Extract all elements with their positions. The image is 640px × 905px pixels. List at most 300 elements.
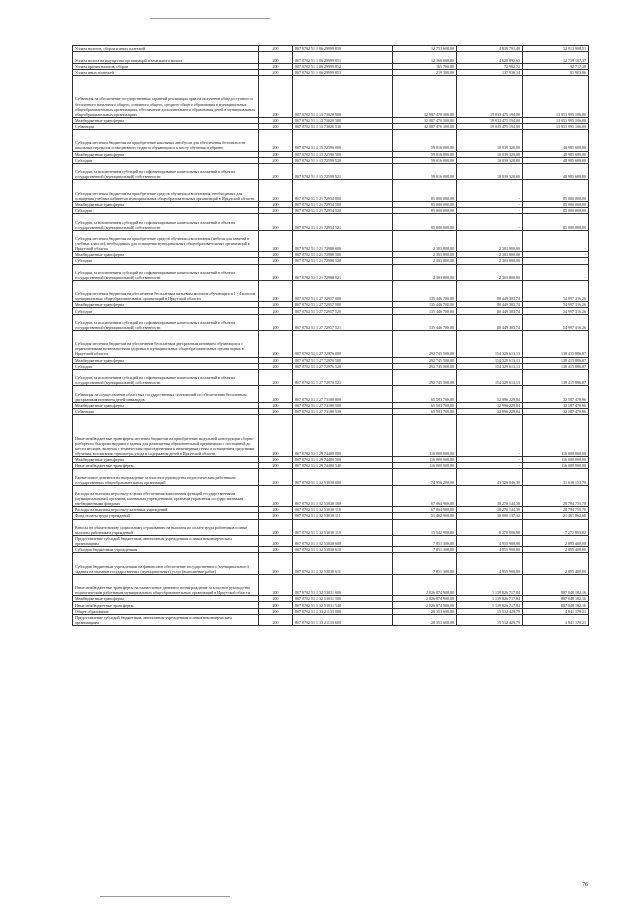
row-amount-2018: 7 851 300,00	[393, 547, 457, 553]
row-name-cell: Межбюджетные трансферты	[73, 456, 259, 462]
row-amount-2018: 135 446 700,00	[393, 280, 457, 301]
row-name-cell: Субсидии бюджетным учреждениям на финансовое обеспечение государственного (муниципального) задания на оказание государственных (муниципальных) услуг (выполнение работ)	[73, 553, 259, 574]
row-code-cell: 200	[259, 357, 293, 363]
row-amount-2019: 10 030 320,00	[457, 157, 523, 163]
row-name-cell: Фонд оплаты труда учреждений	[73, 513, 259, 519]
row-name-cell: Уплата прочих налогов, сборов	[73, 63, 259, 69]
scan-artifact	[150, 18, 270, 19]
table-row	[73, 130, 589, 151]
row-code-cell: 200	[259, 76, 293, 118]
row-amount-2019: 1 139 826 717,84	[457, 574, 523, 595]
row-kbk-cell: 807 0702 51 1 21 72954 000	[293, 180, 393, 201]
row-amount-2020: 887 048 182,16	[523, 574, 589, 595]
row-amount-2018: 20 353 600,00	[393, 608, 457, 614]
row-code-cell: 200	[259, 151, 293, 157]
row-amount-2020: 4 841 170,21	[523, 608, 589, 614]
row-name-cell: Субвенция на обеспечение государственных гарантий реализации прав на получение общедоступного и бесплатного начального общего, основного общего, среднего общего образования в муниципальных общеобразовательных организациях, обеспечение дополнительного образования детей в муниципальных общеобразовательных организациях	[73, 76, 259, 118]
row-name-cell: Уплата налогов, сборов и иных платежей	[73, 46, 259, 52]
row-amount-2018: 2 303 800,00	[393, 258, 457, 264]
row-kbk-cell: 807 0702 51 1 32 53030 000	[293, 469, 393, 485]
row-amount-2018: 116 000 000,00	[393, 415, 457, 457]
row-amount-2018: 85 000 000,00	[393, 201, 457, 207]
row-name-cell: Межбюджетные трансферты	[73, 596, 259, 602]
row-kbk-cell: 807 0702 51 1 32 53031 000	[293, 574, 393, 595]
row-kbk-cell: 807 0702 51 1 32 53030 100	[293, 485, 393, 506]
row-code-cell: 200	[259, 519, 293, 535]
row-amount-2019: 80 449 383,74	[457, 302, 523, 308]
row-kbk-cell: 807 0702 51 1 27 72957 000	[293, 280, 393, 301]
row-amount-2018: 85 000 000,00	[393, 208, 457, 214]
row-amount-2018: 12 753 600,00	[393, 46, 457, 52]
row-amount-2018: 20 353 600,00	[393, 614, 457, 625]
row-name-cell: Субвенции	[73, 408, 259, 414]
row-kbk-cell: 807 0702 51 1 15 72590 520	[293, 157, 393, 163]
row-code-cell: 200	[259, 553, 293, 574]
row-kbk-cell: 807 0702 51 1 27 72976 520	[293, 363, 393, 369]
row-amount-2019: 19 033 475 194,00	[457, 76, 523, 118]
row-code-cell: 200	[259, 52, 293, 63]
row-code-cell: 200	[259, 180, 293, 201]
row-amount-2020: 7 272 893,02	[523, 519, 589, 535]
row-amount-2020: 887 048 182,16	[523, 596, 589, 602]
row-amount-2018: 292 745 500,00	[393, 357, 457, 363]
row-amount-2020: 85 000 000,00	[523, 201, 589, 207]
row-amount-2019: -	[457, 456, 523, 462]
row-name-cell: Субсидии бюджетным учреждениям	[73, 547, 259, 553]
row-amount-2018: 59 016 000,00	[393, 157, 457, 163]
row-name-cell: Субсидия местным бюджетам на обеспечение бесплатным двухразовым питанием обучающихся с ограниченными возможностями здоровья в муниципальных общеобразовательных организациях в Иркутской области	[73, 331, 259, 357]
row-amount-2019: 4 628 892,63	[457, 52, 523, 63]
row-amount-2020: -	[523, 230, 589, 251]
row-name-cell: Субсидии	[73, 308, 259, 314]
row-kbk-cell: 807 0702 51 1 27 72976 000	[293, 331, 393, 357]
row-kbk-cell: 807 0702 51 1 21 72988 521	[293, 264, 393, 280]
row-kbk-cell: 807 0702 51 1 33 21133 000	[293, 608, 393, 614]
table-row	[73, 415, 589, 457]
table-row	[73, 553, 589, 574]
row-amount-2019: 4 955 900,00	[457, 553, 523, 574]
row-amount-2019: 1 139 826 717,84	[457, 596, 523, 602]
row-amount-2018: 116 000 000,00	[393, 463, 457, 469]
row-amount-2018: 67 064 900,00	[393, 485, 457, 506]
row-amount-2019: 72 982,72	[457, 63, 523, 69]
row-amount-2020: 138 415 886,87	[523, 370, 589, 386]
row-amount-2019: 4 839 791,49	[457, 46, 523, 52]
row-kbk-cell: 807 0702 51 1 27 73180 000	[293, 386, 393, 402]
row-amount-2018: 2 026 874 900,00	[393, 574, 457, 595]
row-code-cell: 200	[259, 214, 293, 230]
row-amount-2019: 2 303 800,00	[457, 230, 523, 251]
table-row	[73, 214, 589, 230]
row-kbk-cell: 807 0702 51 1 21 72954 521	[293, 214, 393, 230]
table-row	[73, 280, 589, 301]
row-kbk-cell: 807 0702 51 1 15 72590 521	[293, 164, 393, 180]
row-amount-2019: 2 303 800,00	[457, 258, 523, 264]
row-name-cell: Субсидия местным бюджетам на приобретение средств обучения и воспитания (мебели для занятий в учебных классах), необходимых для оснащения муниципальных общеобразовательных организаций в Иркутской области	[73, 230, 259, 251]
row-amount-2019: 4 955 900,00	[457, 547, 523, 553]
row-amount-2020: 12 739 107,37	[523, 52, 589, 63]
row-amount-2020: 85 000 000,00	[523, 208, 589, 214]
row-kbk-cell: 807 0702 51 1 27 72976 521	[293, 370, 393, 386]
row-amount-2020: 116 000 000,00	[523, 463, 589, 469]
row-code-cell: 200	[259, 258, 293, 264]
row-amount-2020: 48 985 680,00	[523, 151, 589, 157]
row-code-cell: 200	[259, 402, 293, 408]
row-kbk-cell: 807 0702 51 1 21 72988 520	[293, 258, 393, 264]
row-kbk-cell: 807 0702 51 1 15 72590 000	[293, 130, 393, 151]
page-number: 76	[582, 882, 588, 888]
row-code-cell: 200	[259, 415, 293, 457]
row-kbk-cell: 807 0702 51 1 29 74400 500	[293, 456, 393, 462]
row-code-cell: 200	[259, 535, 293, 546]
table-row	[73, 519, 589, 535]
row-amount-2020: 21 461 862,68	[523, 513, 589, 519]
row-code-cell: 200	[259, 302, 293, 308]
row-amount-2019: 43 326 046,30	[457, 469, 523, 485]
row-amount-2018: 7 851 300,00	[393, 535, 457, 546]
row-kbk-cell: 807 0702 51 1 32 53030 110	[293, 507, 393, 513]
row-kbk-cell: 807 0702 51 1 27 72976 500	[293, 357, 393, 363]
row-kbk-cell: 807 0702 51 1 33 21133 600	[293, 614, 393, 625]
row-amount-2020: 32 587 470,96	[523, 402, 589, 408]
row-amount-2018: 65 583 700,00	[393, 386, 457, 402]
row-amount-2020: 32 587 470,96	[523, 386, 589, 402]
row-kbk-cell: 807 0702 51 1 06 29999 851	[293, 52, 393, 63]
row-amount-2018: 59 016 000,00	[393, 164, 457, 180]
row-amount-2018: 65 583 700,00	[393, 408, 457, 414]
row-amount-2019: 10 030 320,00	[457, 130, 523, 151]
row-amount-2018: 7 851 300,00	[393, 553, 457, 574]
row-code-cell: 200	[259, 123, 293, 129]
row-code-cell: 200	[259, 331, 293, 357]
row-kbk-cell: 807 0702 51 1 15 72590 500	[293, 151, 393, 157]
row-amount-2019: 4 955 900,00	[457, 535, 523, 546]
table-row	[73, 230, 589, 251]
row-code-cell: 200	[259, 130, 293, 151]
row-name-cell: Межбюджетные трансферты	[73, 302, 259, 308]
row-amount-2019: 19 033 475 194,00	[457, 123, 523, 129]
row-name-cell: Межбюджетные трансферты	[73, 151, 259, 157]
row-code-cell: 200	[259, 117, 293, 123]
row-amount-2020: 28 794 755,70	[523, 507, 589, 513]
row-name-cell: Межбюджетные трансферты	[73, 402, 259, 408]
row-kbk-cell: 807 0702 51 1 21 72988 500	[293, 252, 393, 258]
row-amount-2018: 135 446 700,00	[393, 314, 457, 330]
row-amount-2019: 80 449 383,74	[457, 308, 523, 314]
row-code-cell: 200	[259, 164, 293, 180]
table-row	[73, 370, 589, 386]
row-name-cell: Межбюджетные трансферты	[73, 201, 259, 207]
row-amount-2020: 12 913 908,51	[523, 46, 589, 52]
row-amount-2018: 2 303 800,00	[393, 230, 457, 251]
row-kbk-cell: 807 0702 51 1 27 73180 500	[293, 402, 393, 408]
row-name-cell: Субсидии, за исключением субсидий на софинансирование капитальных вложений в объекты государственной (муниципальной) собственности	[73, 264, 259, 280]
row-amount-2019: 80 449 383,74	[457, 314, 523, 330]
row-code-cell: 200	[259, 463, 293, 469]
row-name-cell: Межбюджетные трансферты	[73, 117, 259, 123]
row-amount-2018: 135 446 700,00	[393, 308, 457, 314]
row-name-cell: Общее образование	[73, 608, 259, 614]
row-amount-2019: 10 030 320,00	[457, 151, 523, 157]
row-kbk-cell: 807 0702 51 1 27 72957 520	[293, 308, 393, 314]
row-amount-2019: 32 996 229,04	[457, 386, 523, 402]
row-name-cell: Субсидии, за исключением субсидий на софинансирование капитальных вложений в объекты государственной (муниципальной) собственности	[73, 314, 259, 330]
row-name-cell: Ежемесячное денежное вознаграждение за классное руководство педагогическим работникам государственных общеобразовательных организаций	[73, 469, 259, 485]
row-kbk-cell: 807 0702 51 1 21 72954 520	[293, 208, 393, 214]
row-kbk-cell: 807 0702 51 1 06 29999 853	[293, 69, 393, 75]
table-row	[73, 507, 589, 513]
table-row	[73, 535, 589, 546]
row-amount-2020: 31 630 153,70	[523, 469, 589, 485]
row-name-cell: Предоставление субсидий бюджетным, автономным учреждениям и иным некоммерческим организациям	[73, 535, 259, 546]
row-amount-2019: 2 303 800,00	[457, 252, 523, 258]
row-code-cell: 200	[259, 264, 293, 280]
row-amount-2019: 1 139 826 717,84	[457, 602, 523, 608]
row-amount-2020: 116 000 000,00	[523, 415, 589, 457]
row-kbk-cell: 807 0702 51 1 29 74400 540	[293, 463, 393, 469]
row-amount-2019: -	[457, 463, 523, 469]
table-body	[73, 46, 589, 626]
row-amount-2020: 85 000 000,00	[523, 214, 589, 230]
row-code-cell: 200	[259, 363, 293, 369]
row-amount-2020: 54 997 316,26	[523, 308, 589, 314]
row-code-cell: 200	[259, 574, 293, 595]
row-name-cell: Субсидии	[73, 363, 259, 369]
row-code-cell: 200	[259, 69, 293, 75]
row-amount-2020: 13 053 995 106,00	[523, 76, 589, 118]
row-code-cell: 200	[259, 280, 293, 301]
row-code-cell: 200	[259, 608, 293, 614]
row-kbk-cell: 807 0702 51 1 32 53030 610	[293, 547, 393, 553]
row-amount-2018: 292 745 500,00	[393, 331, 457, 357]
row-code-cell: 200	[259, 46, 293, 52]
row-amount-2019: 154 329 613,13	[457, 357, 523, 363]
row-amount-2018: 74 956 200,00	[393, 469, 457, 485]
row-amount-2018: 2 026 874 900,00	[393, 596, 457, 602]
row-kbk-cell: 807 0702 51 1 21 72954 500	[293, 201, 393, 207]
row-kbk-cell: 807 0702 51 1 32 53030 111	[293, 513, 393, 519]
row-kbk-cell: 807 0702 51 1 32 53031 540	[293, 602, 393, 608]
row-name-cell: Межбюджетные трансферты	[73, 357, 259, 363]
row-amount-2019: 154 329 613,13	[457, 331, 523, 357]
row-code-cell: 200	[259, 386, 293, 402]
row-code-cell: 200	[259, 602, 293, 608]
row-amount-2020: 13 053 995 106,00	[523, 117, 589, 123]
row-code-cell: 200	[259, 208, 293, 214]
row-amount-2018: 116 000 000,00	[393, 456, 457, 462]
row-amount-2020: 32 587 470,96	[523, 408, 589, 414]
row-name-cell: Субсидия местным бюджетам на приобретение средств обучения и воспитания, необходимых для оснащения учебных кабинетов муниципальных общеобразовательных организаций в Иркутской области	[73, 180, 259, 201]
row-amount-2020: 2 895 400,00	[523, 553, 589, 574]
row-name-cell: Субсидии, за исключением субсидий на софинансирование капитальных вложений в объекты государственной (муниципальной) собственности	[73, 370, 259, 386]
row-code-cell: 200	[259, 456, 293, 462]
row-name-cell: Расходы на выплаты персоналу в целях обеспечения выполнения функций государственными (муниципальными) органами, казенными учреждениями, органами управления государственными внебюджетными фондами	[73, 485, 259, 506]
row-amount-2020: 138 415 886,87	[523, 357, 589, 363]
row-amount-2018: 219 300,00	[393, 69, 457, 75]
row-amount-2020: 138 415 886,87	[523, 331, 589, 357]
table-row	[73, 331, 589, 357]
row-amount-2019: -	[457, 180, 523, 201]
row-amount-2019: 32 996 229,04	[457, 408, 523, 414]
row-code-cell: 200	[259, 314, 293, 330]
row-name-cell: Субсидии	[73, 208, 259, 214]
row-name-cell: Субвенция на осуществление областных государственных полномочий по обеспечению бесплатным двухразовым питанием детей-инвалидов	[73, 386, 259, 402]
row-amount-2020: 13 053 995 106,00	[523, 123, 589, 129]
row-name-cell: Иные межбюджетные трансферты	[73, 602, 259, 608]
row-kbk-cell: 807 0702 51 1 06 29999 850	[293, 46, 393, 52]
row-amount-2019: -	[457, 208, 523, 214]
row-amount-2018: 165 700,00	[393, 63, 457, 69]
row-amount-2019: 2 303 800,00	[457, 264, 523, 280]
row-code-cell: 200	[259, 507, 293, 513]
row-name-cell: Уплата налога на имущество организаций и земельного налога	[73, 52, 259, 63]
row-amount-2018: 2 303 800,00	[393, 264, 457, 280]
row-name-cell: Взносы по обязательному социальному страхованию на выплаты по оплате труда работников и иные выплаты работникам учреждений	[73, 519, 259, 535]
row-amount-2019: 137 936,14	[457, 69, 523, 75]
row-code-cell: 200	[259, 513, 293, 519]
row-kbk-cell: 807 0702 51 1 13 73020 000	[293, 76, 393, 118]
row-amount-2019: -	[457, 214, 523, 230]
table-row	[73, 314, 589, 330]
row-name-cell: Уплата иных платежей	[73, 69, 259, 75]
row-amount-2019: 38 270 144,30	[457, 507, 523, 513]
row-amount-2018: 2 303 800,00	[393, 252, 457, 258]
row-amount-2018: 32 087 470 300,00	[393, 117, 457, 123]
budget-execution-table	[72, 45, 589, 626]
table-row	[73, 164, 589, 180]
row-kbk-cell: 807 0702 51 1 21 72988 000	[293, 230, 393, 251]
table-row	[73, 485, 589, 506]
table-row	[73, 52, 589, 63]
row-kbk-cell: 807 0702 51 1 29 74400 000	[293, 415, 393, 457]
row-amount-2019: -	[457, 201, 523, 207]
table-row	[73, 264, 589, 280]
row-amount-2019: 19 033 475 194,00	[457, 117, 523, 123]
row-name-cell: Иные межбюджетные трансферты	[73, 463, 259, 469]
row-amount-2019: 30 000 137,32	[457, 513, 523, 519]
row-amount-2020: -	[523, 252, 589, 258]
row-code-cell: 200	[259, 252, 293, 258]
row-amount-2020: 48 985 680,00	[523, 157, 589, 163]
row-name-cell: Иные межбюджетные трансферты на ежемесячное денежное вознаграждение за классное руководство педагогическим работникам муниципальных общеобразовательных организаций в Иркутской области	[73, 574, 259, 595]
row-name-cell: Субсидии, за исключением субсидий на софинансирование капитальных вложений в объекты государственной (муниципальной) собственности	[73, 164, 259, 180]
row-name-cell: Субсидия местным бюджетам на приобретение школьных автобусов для обеспечения безопасности школьных перевозок и ежедневного подвоза обучающихся к месту обучения и обратно	[73, 130, 259, 151]
row-amount-2020: 138 415 886,87	[523, 363, 589, 369]
row-amount-2018: 51 462 000,00	[393, 513, 457, 519]
row-kbk-cell: 807 0702 51 1 27 73180 530	[293, 408, 393, 414]
row-amount-2019: 80 449 383,74	[457, 280, 523, 301]
row-kbk-cell: 807 0702 51 1 27 72957 521	[293, 314, 393, 330]
row-code-cell: 200	[259, 308, 293, 314]
row-code-cell: 200	[259, 230, 293, 251]
row-amount-2018: 12 366 600,00	[393, 52, 457, 63]
row-amount-2020: 2 895 400,00	[523, 547, 589, 553]
row-amount-2018: 2 026 874 900,00	[393, 602, 457, 608]
row-code-cell: 200	[259, 469, 293, 485]
scan-artifact	[100, 896, 230, 897]
row-kbk-cell: 807 0702 51 1 27 72957 500	[293, 302, 393, 308]
row-code-cell: 200	[259, 485, 293, 506]
row-name-cell: Субсидии	[73, 258, 259, 264]
row-amount-2018: 59 016 000,00	[393, 130, 457, 151]
row-amount-2020: -	[523, 258, 589, 264]
row-amount-2020: 2 895 400,00	[523, 535, 589, 546]
row-amount-2018: 32 087 470 300,00	[393, 76, 457, 118]
row-code-cell: 200	[259, 370, 293, 386]
row-code-cell: 200	[259, 614, 293, 625]
row-amount-2019: 32 996 229,04	[457, 402, 523, 408]
row-kbk-cell: 807 0702 51 1 32 53030 600	[293, 535, 393, 546]
row-name-cell: Межбюджетные трансферты	[73, 252, 259, 258]
row-code-cell: 200	[259, 596, 293, 602]
row-amount-2020: 48 985 680,00	[523, 130, 589, 151]
row-kbk-cell: 807 0702 51 1 06 29999 852	[293, 63, 393, 69]
row-name-cell: Субсидии, за исключением субсидий на софинансирование капитальных вложений в объекты государственной (муниципальной) собственности	[73, 214, 259, 230]
row-amount-2018: 135 446 700,00	[393, 302, 457, 308]
row-name-cell: Субсидии	[73, 157, 259, 163]
row-amount-2020: 85 000 000,00	[523, 180, 589, 201]
row-name-cell: Субвенции	[73, 123, 259, 129]
row-amount-2019: 38 270 144,30	[457, 485, 523, 506]
row-code-cell: 200	[259, 408, 293, 414]
row-amount-2019: -	[457, 415, 523, 457]
row-amount-2018: 59 016 000,00	[393, 151, 457, 157]
table-row	[73, 386, 589, 402]
row-amount-2020: 54 997 316,26	[523, 280, 589, 301]
row-amount-2020: 4 841 170,21	[523, 614, 589, 625]
row-amount-2018: 85 000 000,00	[393, 180, 457, 201]
table-row	[73, 469, 589, 485]
row-amount-2018: 15 542 900,00	[393, 519, 457, 535]
row-amount-2019: 154 329 613,13	[457, 363, 523, 369]
row-amount-2020: 81 903,86	[523, 69, 589, 75]
row-amount-2020: 116 000 000,00	[523, 456, 589, 462]
table-row	[73, 180, 589, 201]
row-kbk-cell: 807 0702 51 1 32 53030 611	[293, 553, 393, 574]
row-amount-2018: 65 583 700,00	[393, 402, 457, 408]
row-code-cell: 200	[259, 547, 293, 553]
row-amount-2020: 28 794 755,70	[523, 485, 589, 506]
row-amount-2020: 54 997 316,26	[523, 314, 589, 330]
row-amount-2020: 54 997 316,26	[523, 302, 589, 308]
row-amount-2020: 887 048 182,16	[523, 602, 589, 608]
row-code-cell: 200	[259, 157, 293, 163]
row-kbk-cell: 807 0702 51 1 32 53030 119	[293, 519, 393, 535]
row-amount-2019: 15 512 429,79	[457, 608, 523, 614]
row-name-cell: Расходы на выплаты персоналу казенных учреждений	[73, 507, 259, 513]
row-amount-2020: 92 717,28	[523, 63, 589, 69]
row-amount-2019: 10 030 320,00	[457, 164, 523, 180]
row-kbk-cell: 807 0702 51 1 32 53031 500	[293, 596, 393, 602]
row-amount-2020: 48 985 680,00	[523, 164, 589, 180]
row-name-cell: Иные межбюджетные трансферты местным бюджетам на приобретение модульной конструкции сборно-разборного быстровозводимого здания для размещения образовательной организации с постоянной до шести месяцев, включая с техническим присоединением к инженерным сетям и оснащением средствами обучения, воспитания, присмотра, ухода и содержания детей в Иркутской области	[73, 415, 259, 457]
row-kbk-cell: 807 0702 51 1 13 73020 530	[293, 123, 393, 129]
row-amount-2018: 85 000 000,00	[393, 214, 457, 230]
row-amount-2018: 32 087 470 300,00	[393, 123, 457, 129]
table-row	[73, 76, 589, 118]
row-amount-2018: 292 745 500,00	[393, 363, 457, 369]
row-amount-2020: -	[523, 264, 589, 280]
row-name-cell: Субсидия местным бюджетам на обеспечение бесплатным питьевым молоком обучающихся 1 - 4 классов муниципальных общеобразовательных организаций в Иркутской области	[73, 280, 259, 301]
row-amount-2018: 292 745 500,00	[393, 370, 457, 386]
table-row	[73, 614, 589, 625]
row-amount-2019: 154 329 613,13	[457, 370, 523, 386]
row-name-cell: Предоставление субсидий бюджетным, автономным учреждениям и иным некоммерческим организациям	[73, 614, 259, 625]
row-kbk-cell: 807 0702 51 1 13 73020 500	[293, 117, 393, 123]
table-row	[73, 574, 589, 595]
row-code-cell: 200	[259, 201, 293, 207]
row-amount-2019: 8 270 006,98	[457, 519, 523, 535]
